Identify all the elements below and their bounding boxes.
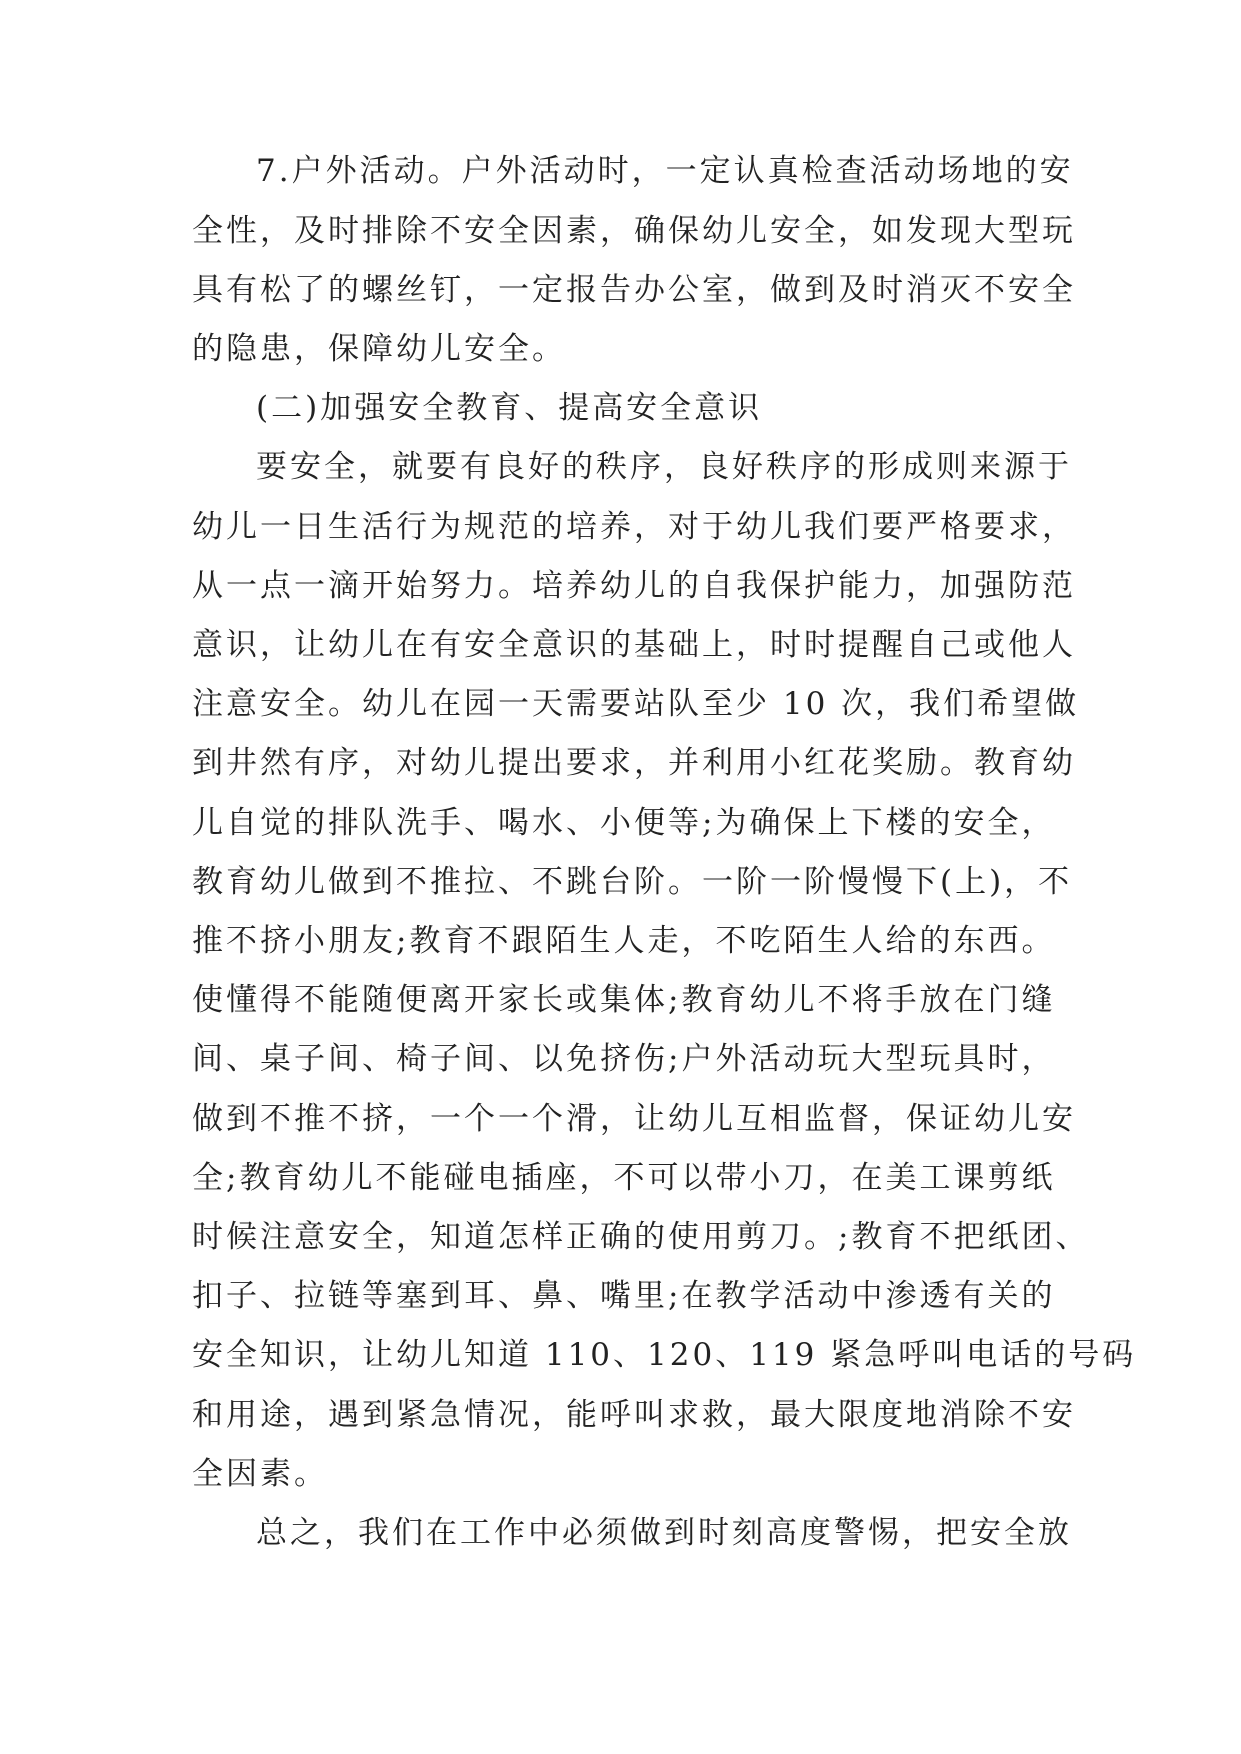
paragraph-education-line-4: 意识，让幼儿在有安全意识的基础上，时时提醒自己或他人 [192, 627, 1076, 663]
paragraph-education-line-3: 从一点一滴开始努力。培养幼儿的自我保护能力，加强防范 [192, 568, 1076, 604]
paragraph-outdoor-line-4: 的隐患，保障幼儿安全。 [192, 331, 566, 367]
paragraph-education-line-16: 安全知识，让幼儿知道 110、120、119 紧急呼叫电话的号码 [192, 1337, 1137, 1373]
paragraph-education-line-7: 儿自觉的排队洗手、喝水、小便等;为确保上下楼的安全， [192, 805, 1056, 841]
paragraph-education-line-6: 到井然有序，对幼儿提出要求，并利用小红花奖励。教育幼 [192, 745, 1076, 781]
paragraph-education-line-8: 教育幼儿做到不推拉、不跳台阶。一阶一阶慢慢下(上)，不 [192, 864, 1073, 900]
paragraph-education-line-12: 做到不推不挤，一个一个滑，让幼儿互相监督，保证幼儿安 [192, 1101, 1076, 1137]
paragraph-outdoor-line-2: 全性，及时排除不安全因素，确保幼儿安全，如发现大型玩 [192, 213, 1076, 249]
paragraph-education-line-14: 时候注意安全，知道怎样正确的使用剪刀。;教育不把纸团、 [192, 1219, 1090, 1255]
paragraph-education-line-10: 使懂得不能随便离开家长或集体;教育幼儿不将手放在门缝 [192, 982, 1056, 1018]
paragraph-outdoor-line-1: 7.户外活动。户外活动时，一定认真检查活动场地的安 [256, 153, 1074, 189]
paragraph-education-line-18: 全因素。 [192, 1456, 328, 1492]
paragraph-education-line-1: 要安全，就要有良好的秩序，良好秩序的形成则来源于 [256, 449, 1072, 485]
paragraph-education-line-9: 推不挤小朋友;教育不跟陌生人走，不吃陌生人给的东西。 [192, 923, 1056, 959]
paragraph-education-line-11: 间、桌子间、椅子间、以免挤伤;户外活动玩大型玩具时， [192, 1041, 1056, 1077]
paragraph-outdoor-line-3: 具有松了的螺丝钉，一定报告办公室，做到及时消灭不安全 [192, 272, 1076, 308]
paragraph-education-line-15: 扣子、拉链等塞到耳、鼻、嘴里;在教学活动中渗透有关的 [192, 1278, 1056, 1314]
paragraph-education-line-5: 注意安全。幼儿在园一天需要站队至少 10 次，我们希望做 [192, 686, 1080, 722]
paragraph-education-line-17: 和用途，遇到紧急情况，能呼叫求救，最大限度地消除不安 [192, 1397, 1076, 1433]
paragraph-summary-line-1: 总之，我们在工作中必须做到时刻高度警惕，把安全放 [256, 1515, 1072, 1551]
paragraph-education-line-13: 全;教育幼儿不能碰电插座，不可以带小刀，在美工课剪纸 [192, 1160, 1056, 1196]
section-heading: (二)加强安全教育、提高安全意识 [256, 390, 763, 426]
paragraph-education-line-2: 幼儿一日生活行为规范的培养，对于幼儿我们要严格要求， [192, 509, 1076, 545]
